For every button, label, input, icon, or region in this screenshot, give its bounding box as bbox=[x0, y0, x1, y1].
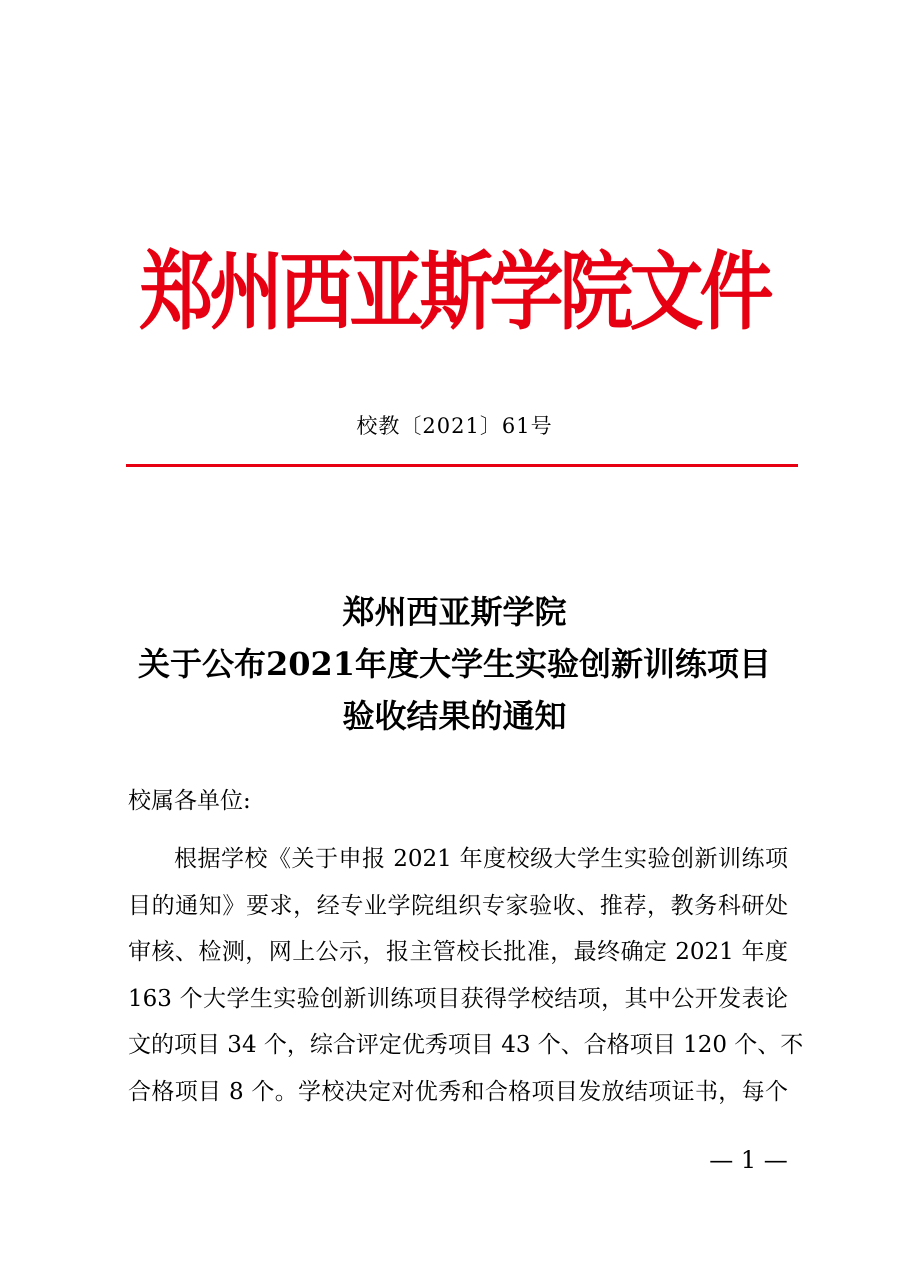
notice-title-line: 郑州西亚斯学院 bbox=[342, 593, 567, 631]
body-line: 文的项目 34 个，综合评定优秀项目 43 个、合格项目 120 个、不 bbox=[128, 1032, 804, 1058]
notice-title bbox=[0, 586, 909, 742]
body-line: 根据学校《关于申报 2021 年度校级大学生实验创新训练项 bbox=[174, 846, 788, 872]
body-line: 审核、检测，网上公示，报主管校长批准，最终确定 2021 年度 bbox=[128, 939, 788, 965]
salutation: 校属各单位: bbox=[128, 788, 251, 814]
document-header-title: 郑州西亚斯学院文件 bbox=[139, 243, 770, 342]
notice-title-line: 关于公布2021年度大学生实验创新训练项目 bbox=[137, 645, 772, 683]
red-divider-line bbox=[126, 464, 798, 467]
notice-title-line: 验收结果的通知 bbox=[342, 697, 567, 735]
body-line: 目的通知》要求，经专业学院组织专家验收、推荐，教务科研处 bbox=[128, 892, 788, 919]
document-number: 校教〔2021〕61号 bbox=[356, 414, 553, 438]
page-number: — 1 — bbox=[709, 1146, 788, 1174]
body-line: 163 个大学生实验创新训练项目获得学校结项，其中公开发表论 bbox=[128, 985, 788, 1012]
body-line: 合格项目 8 个。学校决定对优秀和合格项目发放结项证书，每个 bbox=[128, 1078, 788, 1105]
notice-body bbox=[128, 836, 804, 1115]
